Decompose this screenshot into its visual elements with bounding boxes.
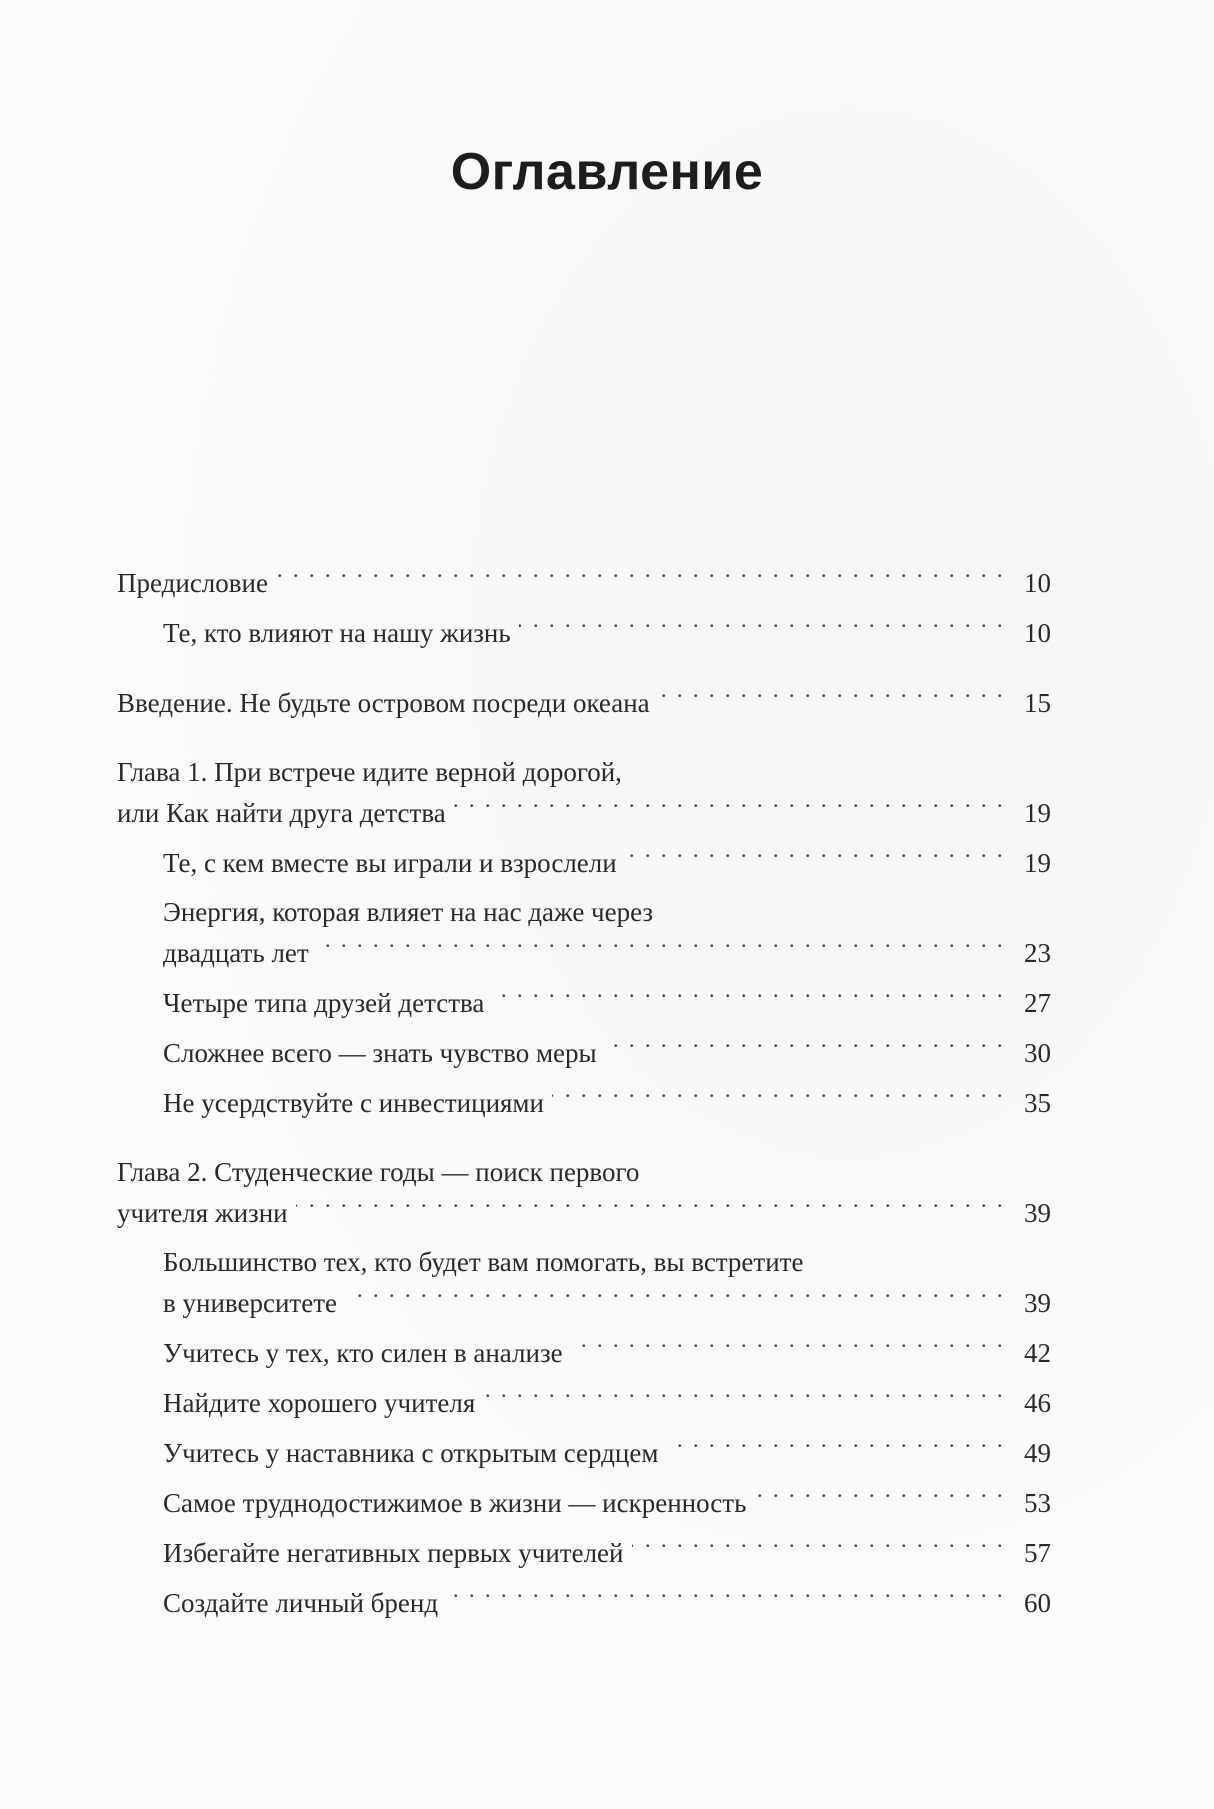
toc-entry-title-line-1: Глава 2. Студенческие годы — поиск первого (117, 1157, 640, 1187)
toc-entry-title-line-2: учителя жизни (117, 1198, 288, 1228)
toc-entry-title-line-2: или Как найти друга детства (117, 798, 446, 828)
spacer (117, 882, 1051, 892)
toc-entry-line (163, 842, 1051, 882)
toc-entry-subsection[interactable] (117, 892, 1051, 972)
spacer (117, 1022, 1051, 1032)
toc-entry-title: Учитесь у наставника с открытым сердцем (163, 1438, 659, 1468)
toc-page-number: 27 (1024, 988, 1051, 1018)
toc-entry-subsection[interactable] (117, 1082, 1051, 1122)
toc-entry-title: Сложнее всего — знать чувство меры (163, 1038, 597, 1068)
spacer (117, 1522, 1051, 1532)
toc-page-number: 39 (1024, 1198, 1051, 1228)
toc-entry-title: Найдите хорошего учителя (163, 1388, 476, 1418)
toc-entry-preface[interactable] (117, 562, 1051, 602)
toc-entry-title: Четыре типа друзей детства (163, 988, 485, 1018)
toc-entry-line (117, 1192, 1051, 1232)
page-title: Оглавление (450, 143, 764, 201)
toc-page-number: 42 (1024, 1338, 1051, 1368)
toc-entry-line (163, 1532, 1051, 1572)
toc-page-number: 46 (1024, 1388, 1051, 1418)
dot-leader (666, 1432, 1005, 1462)
toc-entry-subsection[interactable] (117, 612, 1051, 652)
spacer (117, 1232, 1051, 1242)
toc-entry-subsection[interactable] (117, 1432, 1051, 1472)
spacer (117, 1422, 1051, 1432)
toc-entry-title: Те, с кем вместе вы играли и взрослели (163, 848, 617, 878)
toc-entry-subsection[interactable] (117, 1242, 1051, 1322)
toc-page-number: 30 (1024, 1038, 1051, 1068)
toc-entry-line (163, 1482, 1051, 1522)
toc-entry-title: Не усердствуйте с инвестициями (163, 1088, 544, 1118)
toc-entry-line (163, 1082, 1051, 1122)
toc-entry-title: Предисловие (117, 568, 268, 598)
spacer (117, 1372, 1051, 1382)
toc-entry-subsection[interactable] (117, 1332, 1051, 1372)
dot-leader (317, 932, 1005, 962)
dot-leader (492, 982, 1005, 1012)
toc-entry-line (163, 1582, 1051, 1622)
toc-entry-line (163, 1032, 1051, 1072)
toc-entry-chapter-1[interactable] (117, 752, 1051, 832)
toc-page-number: 10 (1024, 618, 1051, 648)
toc-entry-title-line-1: Большинство тех, кто будет вам помогать, вы встретите (163, 1247, 804, 1277)
toc-entry-chapter-2[interactable] (117, 1152, 1051, 1232)
toc-entry-title-line-2: двадцать лет (163, 938, 309, 968)
toc-entry-title: Избегайте негативных первых учителей (163, 1538, 624, 1568)
dot-leader (625, 842, 1005, 872)
spacer (117, 652, 1051, 682)
toc-page-number: 39 (1024, 1288, 1051, 1318)
toc-entry-line (163, 1332, 1051, 1372)
dot-leader (519, 612, 1005, 642)
dot-leader (754, 1482, 1005, 1512)
dot-leader (483, 1382, 1005, 1412)
toc-entry-title-line-1: Глава 1. При встрече идите верной дорогой, (117, 757, 622, 787)
toc-page-number: 10 (1024, 568, 1051, 598)
table-of-contents (117, 562, 1051, 1622)
toc-entry-line (163, 932, 1051, 972)
toc-entry-subsection[interactable] (117, 842, 1051, 882)
toc-entry-subsection[interactable] (117, 1382, 1051, 1422)
spacer (117, 602, 1051, 612)
toc-entry-introduction[interactable] (117, 682, 1051, 722)
toc-entry-subsection[interactable] (117, 1582, 1051, 1622)
toc-entry-subsection[interactable] (117, 1032, 1051, 1072)
toc-entry-line (163, 612, 1051, 652)
spacer (117, 1072, 1051, 1082)
toc-entry-line (163, 1282, 1051, 1322)
spacer (117, 1472, 1051, 1482)
dot-leader (446, 1582, 1005, 1612)
toc-entry-line (117, 562, 1051, 602)
toc-entry-title-line-2: в университете (163, 1288, 337, 1318)
toc-entry-subsection[interactable] (117, 982, 1051, 1022)
spacer (117, 1122, 1051, 1152)
dot-leader (552, 1082, 1005, 1112)
toc-entry-line (163, 1382, 1051, 1422)
toc-entry-line (117, 792, 1051, 832)
toc-entry-line (117, 682, 1051, 722)
toc-entry-title: Введение. Не будьте островом посреди океана (117, 688, 650, 718)
dot-leader (605, 1032, 1005, 1062)
toc-entry-title: Те, кто влияют на нашу жизнь (163, 618, 511, 648)
toc-page-number: 57 (1024, 1538, 1051, 1568)
toc-page-number: 60 (1024, 1588, 1051, 1618)
toc-entry-line (163, 1432, 1051, 1472)
dot-leader (632, 1532, 1006, 1562)
spacer (117, 1572, 1051, 1582)
toc-entry-subsection[interactable] (117, 1482, 1051, 1522)
spacer (117, 832, 1051, 842)
toc-page-number: 35 (1024, 1088, 1051, 1118)
toc-entry-line (163, 982, 1051, 1022)
dot-leader (571, 1332, 1005, 1362)
toc-entry-title: Учитесь у тех, кто силен в анализе (163, 1338, 563, 1368)
dot-leader (658, 682, 1005, 712)
dot-leader (345, 1282, 1005, 1312)
toc-page-number: 19 (1024, 848, 1051, 878)
dot-leader (276, 562, 1005, 592)
toc-entry-title-line-1: Энергия, которая влияет на нас даже через (163, 897, 654, 927)
dot-leader (454, 792, 1005, 822)
toc-entry-title: Создайте личный бренд (163, 1588, 439, 1618)
spacer (117, 972, 1051, 982)
spacer (117, 1322, 1051, 1332)
toc-page-number: 23 (1024, 938, 1051, 968)
toc-page-number: 15 (1024, 688, 1051, 718)
toc-page-number: 49 (1024, 1438, 1051, 1468)
toc-entry-subsection[interactable] (117, 1532, 1051, 1572)
toc-page-number: 19 (1024, 798, 1051, 828)
toc-page-number: 53 (1024, 1488, 1051, 1518)
toc-entry-title: Самое труднодостижимое в жизни — искренность (163, 1488, 747, 1518)
spacer (117, 722, 1051, 752)
dot-leader (296, 1192, 1005, 1222)
